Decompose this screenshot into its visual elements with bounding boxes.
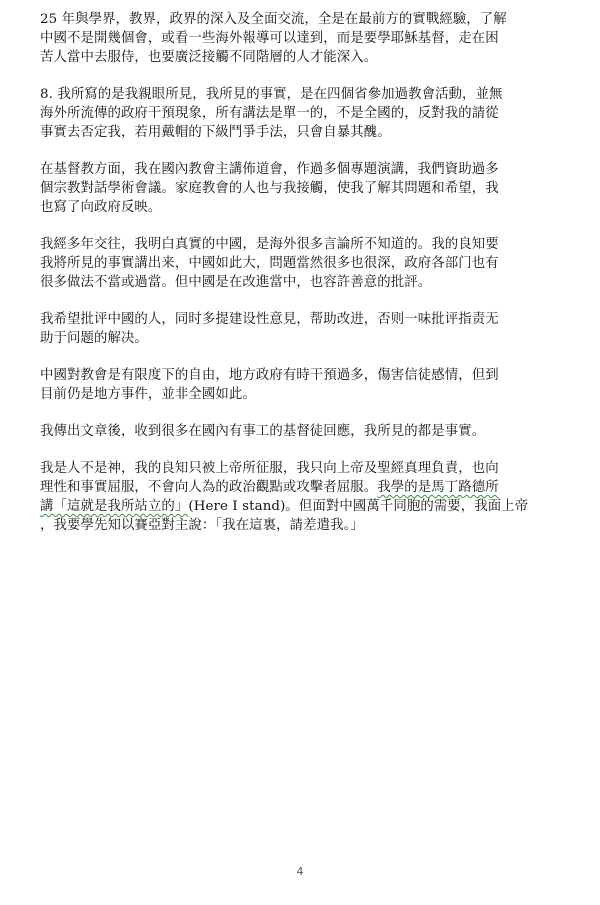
spellcheck-flagged-text: 我學的是馬丁路德所 (377, 480, 499, 495)
text-line (40, 29, 560, 48)
text-segment: 中國對教會是有限度下的自由，地方政府有時干預過多，傷害信徒感情，但到 (40, 368, 499, 383)
text-segment: 目前仍是地方事件，並非全國如此。 (40, 387, 256, 402)
text-line (40, 310, 560, 329)
text-line (40, 422, 560, 441)
text-segment: 事實去否定我，若用戴帽的下級鬥爭手法，只會自暴其醜。 (40, 125, 391, 140)
text-line (40, 235, 560, 254)
paragraph (40, 422, 560, 441)
text-line (40, 459, 560, 478)
text-segment: 在基督教方面，我在國內教會主講佈道會，作過多個專題演講，我們資助過多 (40, 162, 499, 177)
text-segment: 苦人當中去服侍，也要廣泛接觸不同階層的人才能深入。 (40, 50, 378, 65)
text-segment: (Here I stand)。但面對中國萬千同胞的需要，我面上帝 (188, 499, 529, 514)
text-segment: 8. 我所寫的是我親眼所見，我所見的事實，是在四個省參加過教會活動，並無 (40, 87, 503, 102)
text-segment: 我傳出文章後，收到很多在國內有事工的基督徒回應，我所見的都是事實。 (40, 424, 486, 439)
text-segment: 個宗教對話學術會議。家庭教會的人也与我接觸，使我了解其問題和希望，我 (40, 181, 499, 196)
text-segment: 理性和事實屈服，不會向人為的政治觀點或攻擊者屈服。 (40, 480, 378, 495)
text-line (40, 254, 560, 273)
text-segment: 也寫了向政府反映。 (40, 200, 162, 215)
text-line (40, 160, 560, 179)
text-segment: 海外所流傳的政府干預現象，所有講法是單一的，不是全國的，反對我的請從 (40, 106, 499, 121)
text-line (40, 85, 560, 104)
text-line (40, 123, 560, 142)
text-line (40, 104, 560, 123)
text-segment: ，我要學先知以賽亞對主說：「我在這裏，請差遣我。」 (40, 518, 364, 533)
paragraph (40, 85, 560, 142)
paragraph (40, 160, 560, 217)
text-line (40, 273, 560, 292)
text-line (40, 478, 560, 497)
text-line (40, 198, 560, 217)
text-line (40, 366, 560, 385)
document-body (40, 10, 560, 553)
paragraph (40, 459, 560, 535)
text-line (40, 497, 560, 516)
paragraph (40, 10, 560, 67)
text-line (40, 10, 560, 29)
text-segment: 中國不是開幾個會，或看一些海外報導可以達到，而是要學耶穌基督，走在困 (40, 31, 499, 46)
text-segment: 助于问题的解决。 (40, 331, 148, 346)
text-line (40, 385, 560, 404)
paragraph (40, 366, 560, 404)
spellcheck-flagged-text: 講「這就是我所站立的」 (40, 499, 189, 514)
page-number: 4 (296, 865, 304, 878)
text-segment: 我是人不是神，我的良知只被上帝所征服，我只向上帝及聖經真理負責，也向 (40, 461, 499, 476)
text-line (40, 48, 560, 67)
text-segment: 我希望批评中國的人，同时多提建设性意見，帮助改进，否则一味批评指责无 (40, 312, 499, 327)
paragraph (40, 310, 560, 348)
text-segment: 很多做法不當或過當。但中國是在改進當中，也容許善意的批評。 (40, 275, 432, 290)
text-line (40, 516, 560, 535)
text-segment: 25 年與學界，教界，政界的深入及全面交流，全是在最前方的實戰經驗，了解 (40, 12, 507, 27)
text-line (40, 329, 560, 348)
text-segment: 我經多年交往，我明白真實的中國，是海外很多言論所不知道的。我的良知要 (40, 237, 499, 252)
paragraph (40, 235, 560, 292)
text-segment: 我將所見的事實講出来，中國如此大，問題當然很多也很深，政府各部门也有 (40, 256, 499, 271)
text-line (40, 179, 560, 198)
